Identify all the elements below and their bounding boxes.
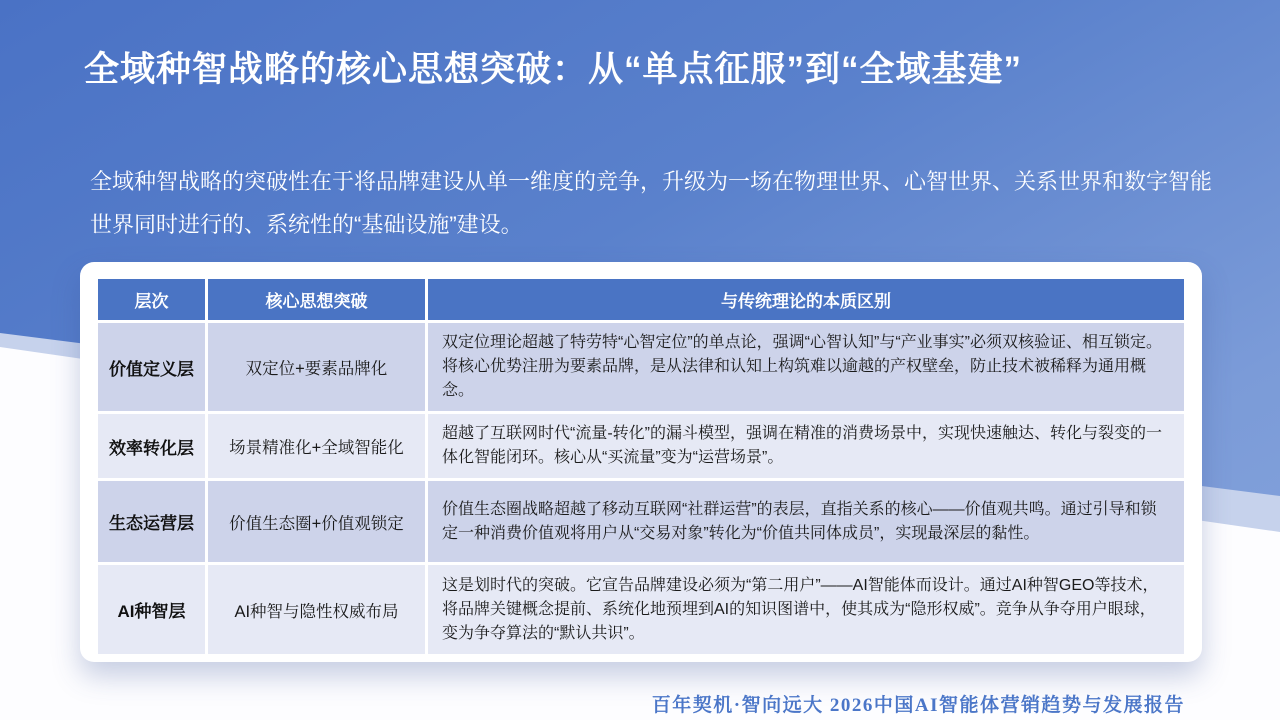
layer-difference: 双定位理论超越了特劳特“心智定位”的单点论，强调“心智认知”与“产业事实”必须双核验证、相互锁定。将核心优势注册为要素品牌，是从法律和认知上构筑难以逾越的产权壁垒，防止技术被稀释为通用概念。 [427, 322, 1186, 413]
column-header-difference: 与传统理论的本质区别 [427, 278, 1186, 322]
intro-paragraph: 全域种智战略的突破性在于将品牌建设从单一维度的竞争，升级为一场在物理世界、心智世界、关系世界和数字智能世界同时进行的、系统性的“基础设施”建设。 [90, 169, 1213, 237]
table-card [80, 262, 1202, 662]
layer-breakthrough: 场景精准化+全域智能化 [207, 413, 427, 480]
layer-name: 生态运营层 [97, 480, 207, 564]
table-header-row [97, 278, 1186, 322]
slide-title: 全域种智战略的核心思想突破：从“单点征服”到“全域基建” [84, 50, 1023, 89]
layer-breakthrough: AI种智与隐性权威布局 [207, 564, 427, 656]
layer-breakthrough: 价值生态圈+价值观锁定 [207, 480, 427, 564]
layer-breakthrough: 双定位+要素品牌化 [207, 322, 427, 413]
column-header-layer: 层次 [97, 278, 207, 322]
layer-name: 价值定义层 [97, 322, 207, 413]
table-row [97, 322, 1186, 413]
layer-name: 效率转化层 [97, 413, 207, 480]
layer-difference: 超越了互联网时代“流量-转化”的漏斗模型，强调在精准的消费场景中，实现快速触达、转化与裂变的一体化智能闭环。核心从“买流量”变为“运营场景”。 [427, 413, 1186, 480]
table-row [97, 564, 1186, 656]
table-row [97, 480, 1186, 564]
strategy-layers-table [95, 276, 1187, 657]
layer-name: AI种智层 [97, 564, 207, 656]
layer-difference: 价值生态圈战略超越了移动互联网“社群运营”的表层，直指关系的核心——价值观共鸣。通过引导和锁定一种消费价值观将用户从“交易对象”转化为“价值共同体成员”，实现最深层的黏性。 [427, 480, 1186, 564]
column-header-breakthrough: 核心思想突破 [207, 278, 427, 322]
report-footer-text: 百年契机·智向远大 2026中国AI智能体营销趋势与发展报告 [651, 695, 1185, 716]
layer-difference: 这是划时代的突破。它宣告品牌建设必须为“第二用户”——AI智能体而设计。通过AI种智GEO等技术，将品牌关键概念提前、系统化地预埋到AI的知识图谱中，使其成为“隐形权威”。竞争从争夺用户眼球，变为争夺算法的“默认共识”。 [427, 564, 1186, 656]
table-row [97, 413, 1186, 480]
